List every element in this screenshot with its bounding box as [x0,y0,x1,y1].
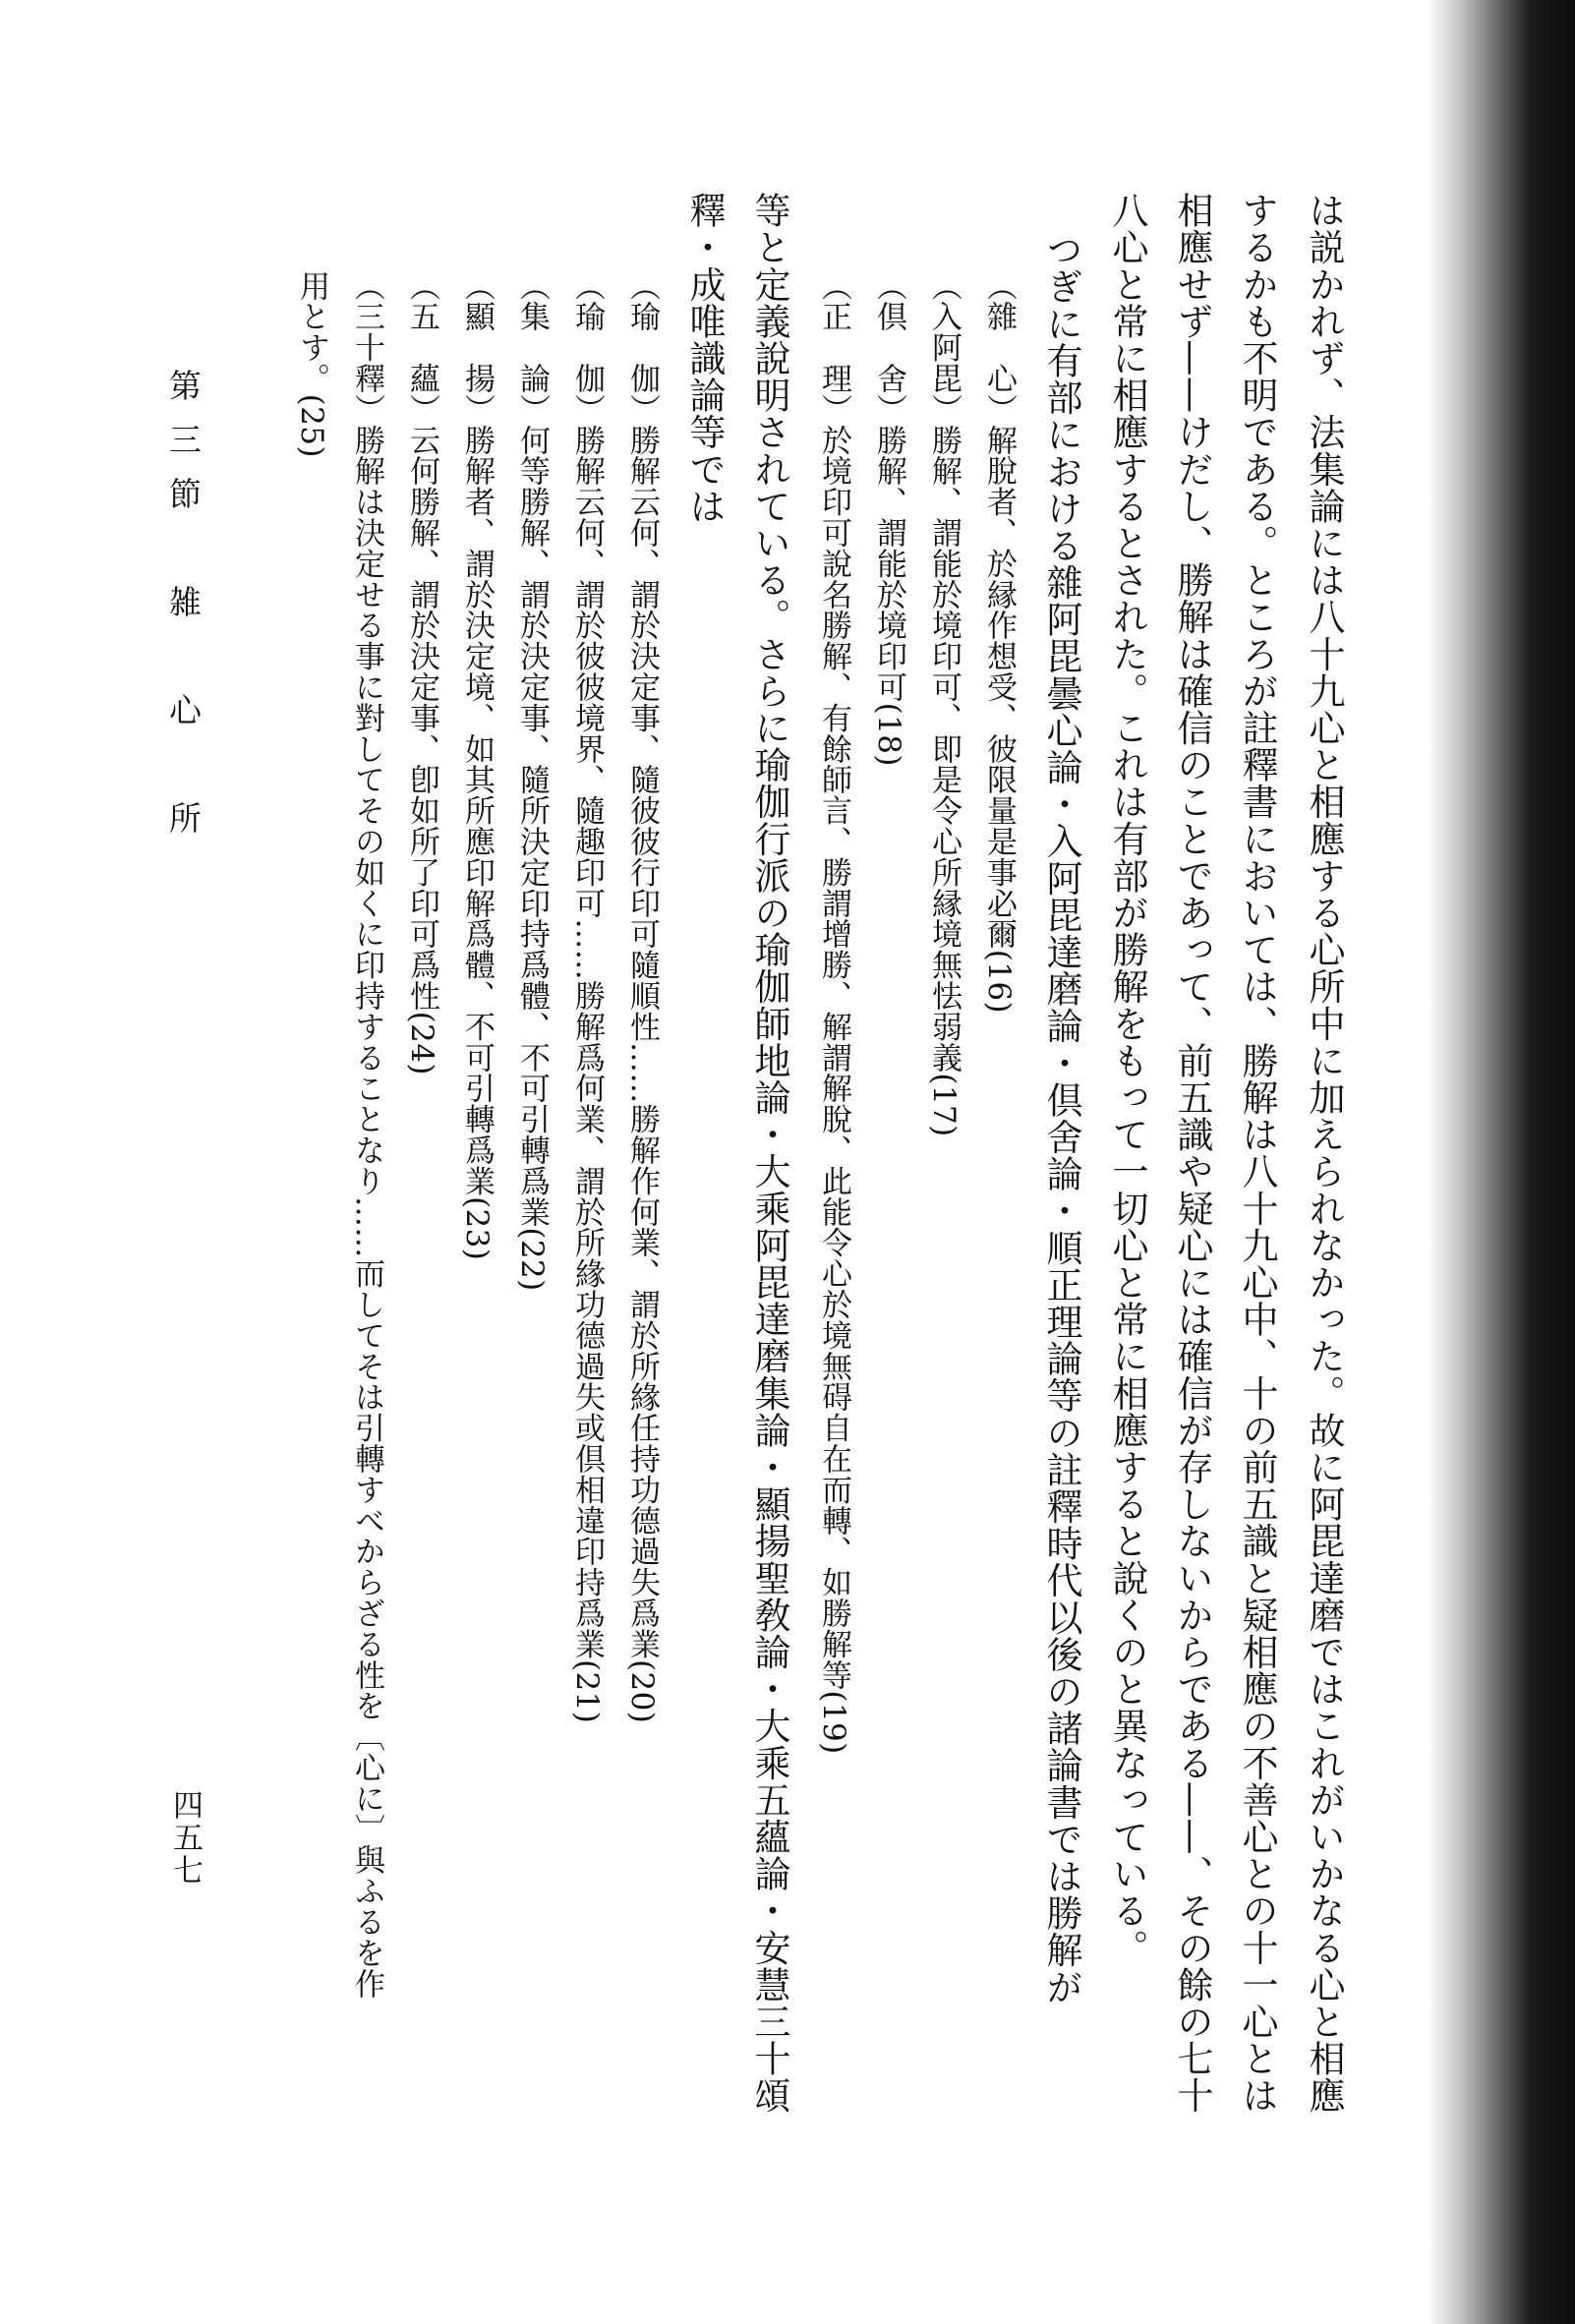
quote-line: （瑜 伽）勝解云何、謂於彼彼境界、隨趣印可……勝解爲何業、謂於所緣功德過失或倶相違印持爲業(21) [569,270,605,1724]
quote-line: 用とす。(25) [294,270,329,458]
text-column: は説かれず、法集論には八十九心と相應する心所中に加えられなかった。故に阿毘達磨ではこれがいかなる心と相應 [1303,192,1345,2115]
quote-line: （三十釋）勝解は決定せる事に對してその如くに印持することなり……而してそは引轉すべからざる性を〔心に〕與ふるを作 [349,270,384,2000]
text-column: 等と定義說明されている。さらに瑜伽行派の瑜伽師地論・大乘阿毘達磨集論・顯揚聖敎論・大乘五蘊論・安慧三十頌 [748,192,790,2115]
quote-line: （顯 揚）勝解者、謂於決定境、如其所應印解爲體、不可引轉爲業(23) [459,270,495,1261]
quote-line: （倶 舍）勝解、謂能於境印可(18) [871,270,906,767]
scan-shadow-edge [1428,0,1575,2324]
quote-line: （集 論）何等勝解、謂於決定事、隨所決定印持爲體、不可引轉爲業(22) [514,270,550,1292]
text-column: 八心と常に相應するとされた。これは有部が勝解をもって一切心と常に相應すると說くのと異なっている。 [1106,192,1148,1966]
text-column: 相應せず——けだし、勝解は確信のことであって、前五識や疑心には確信が存しないからである——、その餘の七十 [1171,192,1213,2115]
quote-line: （正 理）於境印可說名勝解、有餘師言、勝謂增勝、解謂解脫、此能令心於境無碍自在而轉、如勝解等(19) [816,270,851,1755]
quote-line: （雜 心）解脫者、於縁作想受、彼限量是事必爾(16) [981,270,1017,1015]
quote-line: （五 蘊）云何勝解、謂於決定事、卽如所了印可爲性(24) [404,270,439,1075]
text-column: 釋・成唯識論等では [683,192,726,525]
quote-line: （入阿毘）勝解、謂能於境印可、即是令心所縁境無怯弱義(17) [926,270,962,1137]
text-column: するかも不明である。ところが註釋書においては、勝解は八十九心中、十の前五識と疑相應の不善心との十一心とは [1236,192,1278,2115]
running-header: 第三節 雑 心 所 [164,369,203,855]
text-column: つぎに有部における雜阿毘曇心論・入阿毘達磨論・倶舍論・順正理論等の註釋時代以後の諸論書では勝解が [1040,231,1082,2005]
quote-line: （瑜 伽）勝解云何、謂於決定事、隨彼彼行印可隨順性……勝解作何業、謂於所緣任持功德過失爲業(20) [624,270,660,1724]
page-number: 四五七 [167,1789,203,1887]
